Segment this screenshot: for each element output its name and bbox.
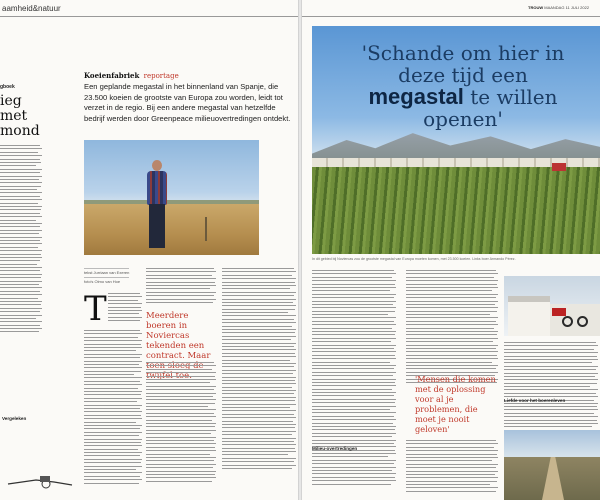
article-kicker <box>84 71 179 80</box>
farmer-figure <box>144 160 170 250</box>
newspaper-brand <box>528 5 589 10</box>
landscape-photo <box>312 26 600 254</box>
article-headline <box>348 42 578 130</box>
headline-post: te willen openen' <box>423 85 558 131</box>
body-column-1 <box>84 330 142 484</box>
headline-bold: megastal <box>368 84 464 109</box>
article-credits <box>84 268 129 286</box>
body-column-2 <box>146 362 216 482</box>
kicker-tag: reportage <box>143 72 179 80</box>
side-column <box>0 84 44 332</box>
right-column-2-bottom <box>406 440 498 492</box>
headline-pre: 'Schande om hier in deze tijd een <box>361 41 565 87</box>
photo-caption: In dit gebied bij Noviercas zou de grootste megastal van Europa moeten komen, met 23.500 koeien. Links boer Armando Pérez. <box>312 257 516 261</box>
side-body-text <box>0 145 44 332</box>
right-column-3-bottom <box>504 406 598 427</box>
farmhouse-photo <box>504 276 600 336</box>
right-column-1 <box>312 270 396 485</box>
credit-photo: foto's Olmo van Hoe <box>84 277 129 284</box>
body-column-1a <box>108 293 142 321</box>
body-column-2-top <box>146 268 216 303</box>
issue-date: MAANDAG 11 JULI 2022 <box>544 5 590 10</box>
road-photo <box>504 430 600 500</box>
body-column-3 <box>222 268 296 469</box>
drop-cap: T <box>84 289 107 329</box>
credit-text: tekst Jurriaan van Exeren <box>84 270 130 275</box>
farmer-photo <box>84 140 259 255</box>
kicker-bold: Koeienfabriek <box>84 71 140 80</box>
brand-name: TROUW <box>528 5 544 10</box>
section-header: aamheid&natuur <box>2 4 61 13</box>
subhead-liefde: Liefde voor het boerenleven <box>504 398 566 403</box>
article-subhead: Meerdere boeren in Noviercas tekenden een contract. Maar <box>146 311 211 361</box>
left-page <box>0 0 298 500</box>
side-title: ieg met mond <box>0 93 40 139</box>
header-rule-right <box>302 16 600 17</box>
tractor-illustration-icon <box>6 470 76 490</box>
right-column-2 <box>406 270 498 383</box>
side-subhead: Vergeleken <box>2 416 27 421</box>
right-page <box>302 0 600 500</box>
side-kicker: gboek <box>0 84 15 90</box>
subhead-milieu: Milieu-overtredingen <box>312 446 358 451</box>
header-rule <box>0 16 298 17</box>
article-intro: Een geplande megastal in het binnenland van Spanje, die 23.500 koeien de grootste van Europa zou worden, leidt tot verzet in de regio. Bij een andere megastal van hetzelfde bedrijf werden door Greenpeace milieuovertredingen ontdekt. <box>84 82 291 123</box>
pull-quote: 'Mensen die komen met de oplossing voor al je problemen, die moet je nooit geloven' <box>415 374 496 434</box>
bicycle-icon <box>562 314 590 328</box>
